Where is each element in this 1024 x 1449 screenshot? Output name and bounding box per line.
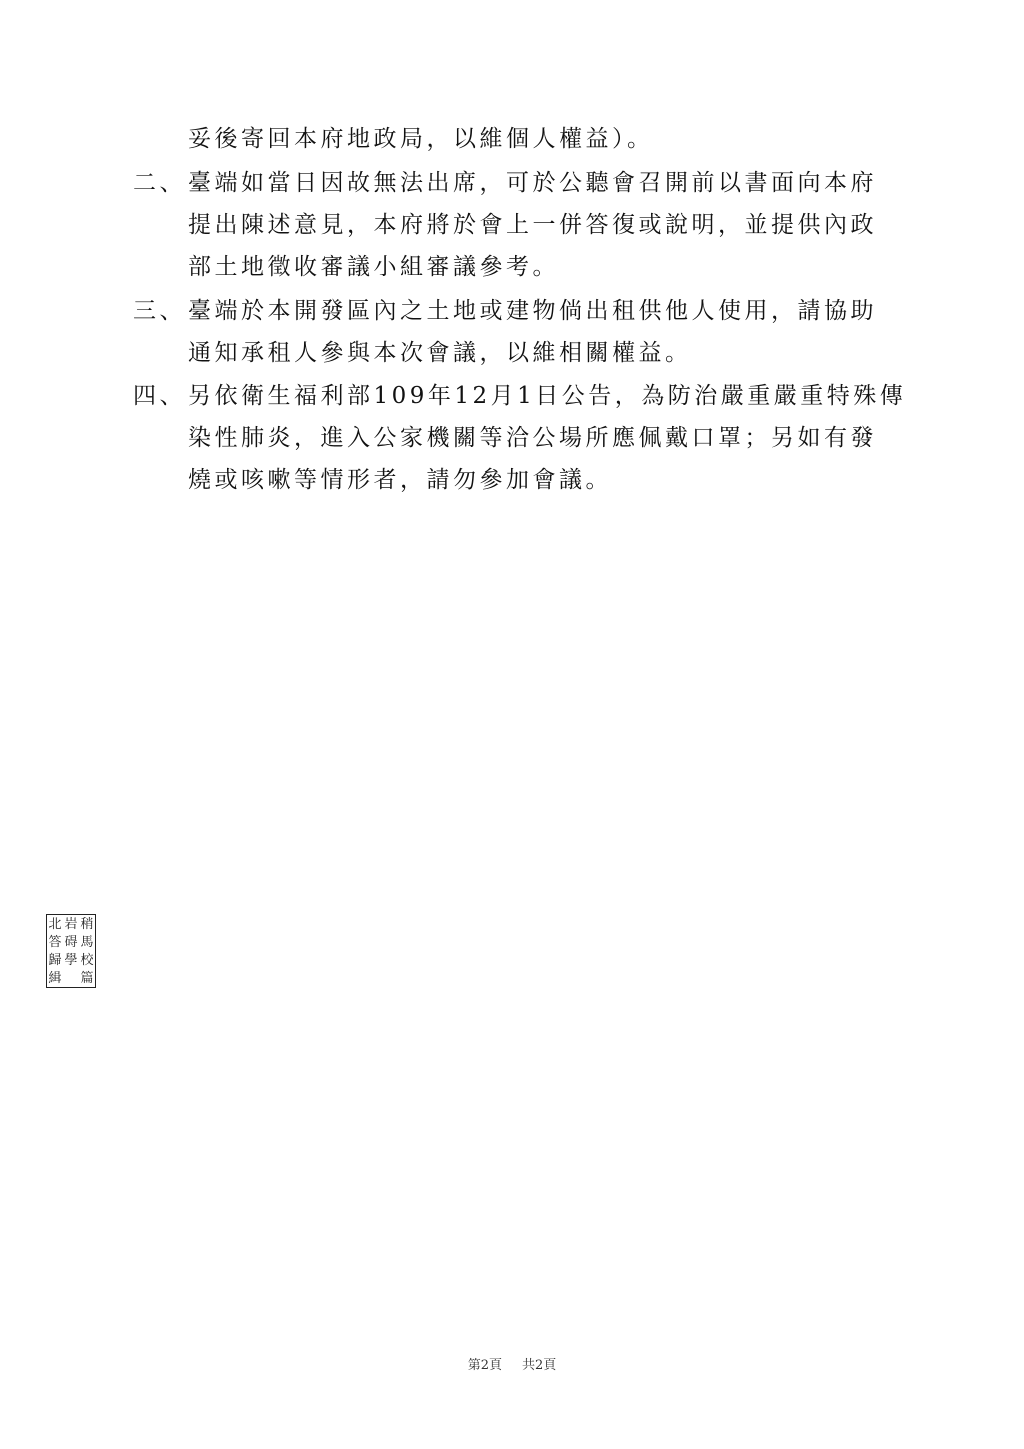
seal-char: 岩 (64, 916, 78, 932)
paragraph-3-line-1: 臺端於本開發區內之土地或建物倘出租供他人使用，請協助 (188, 298, 877, 324)
paragraph-4-marker: 四、 (133, 383, 186, 409)
paragraph-4-line-1: 另依衛生福利部109年12月1日公告，為防治嚴重嚴重特殊傳 (188, 383, 907, 409)
paragraph-4-line-3: 燒或咳嗽等情形者，請勿參加會議。 (188, 467, 612, 493)
paragraph-2-line-3: 部土地徵收審議小組審議參考。 (188, 254, 559, 280)
seal-char: 歸 (48, 952, 62, 968)
seal-char: 北 (48, 916, 62, 932)
paragraph-3-marker: 三、 (133, 298, 186, 324)
page-number: 第2頁 (467, 1358, 502, 1373)
seal-char: 篇 (80, 970, 94, 986)
paragraph-2-marker: 二、 (133, 170, 186, 196)
page-total: 共2頁 (522, 1358, 557, 1373)
seal-char: 稍 (80, 916, 94, 932)
official-seal-stamp (46, 914, 96, 988)
seal-char: 校 (80, 952, 94, 968)
page-footer (0, 1354, 1024, 1373)
paragraph-2-line-2: 提出陳述意見，本府將於會上一併答復或說明，並提供內政 (188, 212, 877, 238)
paragraph-1-line-1: 妥後寄回本府地政局，以維個人權益）。 (188, 126, 654, 152)
paragraph-4-line-2: 染性肺炎，進入公家機關等洽公場所應佩戴口罩；另如有發 (188, 425, 877, 451)
seal-char (63, 969, 79, 987)
paragraph-2-line-1: 臺端如當日因故無法出席，可於公聽會召開前以書面向本府 (188, 170, 877, 196)
seal-char: 緝 (48, 970, 62, 986)
seal-char: 馬 (80, 934, 94, 950)
seal-char: 碍 (64, 934, 78, 950)
seal-char: 答 (48, 934, 62, 950)
paragraph-3-line-2: 通知承租人參與本次會議，以維相關權益。 (188, 340, 692, 366)
seal-char: 學 (64, 952, 78, 968)
